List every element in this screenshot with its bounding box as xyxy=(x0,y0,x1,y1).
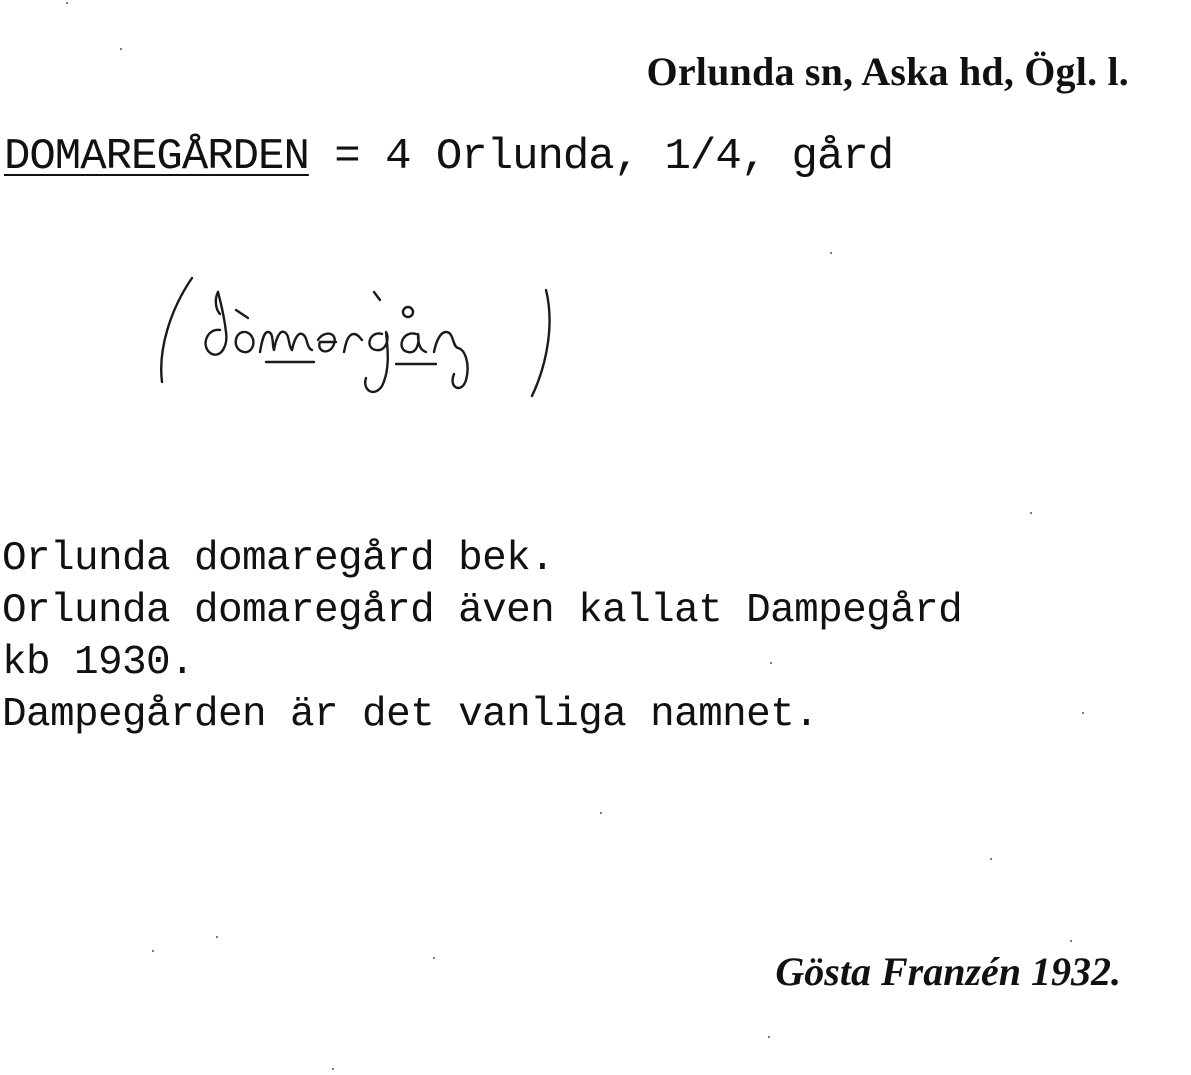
scan-speck xyxy=(152,950,154,952)
entry-description: = 4 Orlunda, 1/4, gård xyxy=(308,132,894,182)
note-line: kb 1930. xyxy=(2,640,195,686)
signature: Gösta Franzén 1932. xyxy=(775,949,1121,994)
scan-speck xyxy=(1030,512,1032,514)
headword: DOMAREGÅRDEN xyxy=(4,132,309,182)
notes-block xyxy=(2,533,1191,741)
note-line: Orlunda domaregård bek. xyxy=(2,536,555,582)
note-line: Dampegården är det vanliga namnet. xyxy=(2,692,819,738)
scan-speck xyxy=(1070,940,1072,942)
entry-line xyxy=(4,132,894,182)
scan-speck xyxy=(1082,712,1084,714)
scan-speck xyxy=(433,957,435,959)
note-line: Orlunda domaregård även kallat Dampegård xyxy=(2,588,963,634)
scan-speck xyxy=(770,662,772,664)
handwriting-drawing xyxy=(148,270,568,410)
scan-speck xyxy=(990,858,992,860)
scan-speck xyxy=(830,252,832,254)
scan-speck xyxy=(216,936,218,938)
scan-speck xyxy=(600,812,602,814)
location-header: Orlunda sn, Aska hd, Ögl. l. xyxy=(646,49,1129,94)
scan-speck xyxy=(332,1068,334,1070)
handwritten-pronunciation xyxy=(148,270,568,410)
scan-speck xyxy=(120,48,122,50)
scan-speck xyxy=(66,2,68,4)
scan-speck xyxy=(768,1036,770,1038)
